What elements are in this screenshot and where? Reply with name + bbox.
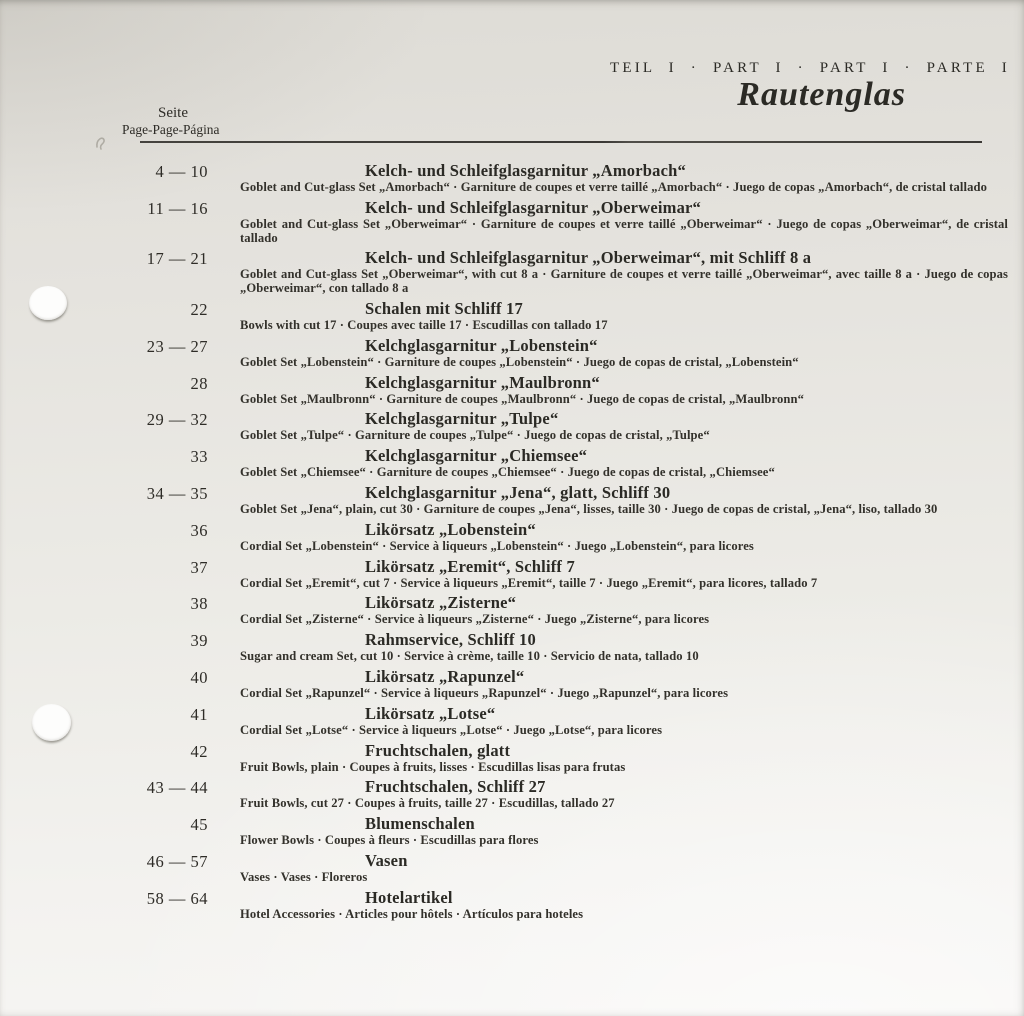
entry-description-multilingual: Flower Bowls · Coupes à fleurs · Escudillas para flores [240,833,539,848]
table-of-contents [140,161,1008,925]
page-title: Rautenglas [737,76,906,113]
toc-entry [140,248,1008,296]
entry-title-german: Hotelartikel [365,887,453,907]
toc-entry [140,630,1008,664]
toc-entry [140,446,1008,480]
toc-entry [140,888,1008,922]
toc-entry [140,483,1008,517]
entry-page-range: 23 — 27 [146,336,208,356]
entry-page-range: 38 [190,594,208,614]
entry-title-german: Likörsatz „Lobenstein“ [365,519,536,539]
entry-page-range: 45 [190,815,208,835]
toc-entry [140,161,1008,195]
entry-title-german: Vasen [365,850,408,870]
entry-title-german: Schalen mit Schliff 17 [365,298,523,318]
entry-page-range: 28 [190,373,208,393]
entry-description-multilingual: Vases · Vases · Floreros [240,869,368,884]
entry-title-german: Likörsatz „Lotse“ [365,703,496,723]
entry-page-range: 58 — 64 [146,888,208,908]
entry-page-range: 33 [190,447,208,467]
entry-page-range: 34 — 35 [146,483,208,503]
part-heading: TEIL I · PART I · PART I · PARTE I [609,60,1010,76]
toc-entry [140,373,1008,407]
entry-description-multilingual: Goblet Set „Jena“, plain, cut 30 · Garniture de coupes „Jena“, lisses, taille 30 · Juego de copas de cristal, „Jena“, liso, tallado 30 [240,501,938,516]
entry-page-range: 40 [190,667,208,687]
entry-title-german: Kelchglasgarnitur „Maulbronn“ [365,372,600,392]
entry-description-multilingual: Bowls with cut 17 · Coupes avec taille 17 · Escudillas con tallado 17 [240,317,608,332]
entry-page-range: 4 — 10 [155,162,208,181]
entry-page-range: 11 — 16 [147,198,208,218]
entry-title-german: Fruchtschalen, Schliff 27 [365,777,546,797]
entry-description-multilingual: Goblet Set „Lobenstein“ · Garniture de coupes „Lobenstein“ · Juego de copas de cristal, „Lobenstein“ [240,354,799,369]
entry-title-german: Kelch- und Schleifglasgarnitur „Oberweimar“, mit Schliff 8 a [365,248,812,268]
toc-entry [140,299,1008,333]
entry-description-multilingual: Goblet and Cut-glass Set „Oberweimar“, with cut 8 a · Garniture de coupes et verre taillé „Oberweimar“, avec taille 8 a · Juego de copas „Oberweimar“, con tallado 8 a [240,267,1008,296]
entry-description-multilingual: Goblet and Cut-glass Set „Amorbach“ · Garniture de coupes et verre taillé „Amorbach“ · Juego de copas „Amorbach“, de cristal tallado [240,180,987,194]
entry-description-multilingual: Cordial Set „Lobenstein“ · Service à liqueurs „Lobenstein“ · Juego „Lobenstein“, para licores [240,538,754,553]
header-divider-rule [140,141,982,143]
toc-entry [140,198,1008,246]
pen-mark-artifact [94,134,108,152]
entry-title-german: Kelchglasgarnitur „Tulpe“ [365,409,559,429]
toc-entry [140,593,1008,627]
toc-entry [140,336,1008,370]
entry-description-multilingual: Sugar and cream Set, cut 10 · Service à crème, taille 10 · Servicio de nata, tallado 10 [240,649,699,664]
entry-title-german: Likörsatz „Rapunzel“ [365,666,525,686]
page-label-multilingual: Page-Page-Página [122,122,220,137]
entry-title-german: Kelchglasgarnitur „Chiemsee“ [365,446,588,466]
page-column-header [122,105,224,137]
entry-page-range: 29 — 32 [146,410,208,430]
toc-entry [140,409,1008,443]
punch-hole [29,286,67,320]
entry-description-multilingual: Goblet and Cut-glass Set „Oberweimar“ · Garniture de coupes et verre taillé „Oberweimar“ · Juego de copas „Oberweimar“, de cristal tallado [240,216,1008,245]
entry-title-german: Rahmservice, Schliff 10 [365,630,536,650]
entry-description-multilingual: Hotel Accessories · Articles pour hôtels · Artículos para hoteles [240,906,584,921]
entry-page-range: 22 [190,299,208,319]
toc-entry [140,667,1008,701]
entry-description-multilingual: Fruit Bowls, plain · Coupes à fruits, lisses · Escudillas lisas para frutas [240,759,626,774]
entry-page-range: 37 [190,557,208,577]
entry-page-range: 36 [190,520,208,540]
toc-entry [140,741,1008,775]
toc-entry [140,851,1008,885]
entry-title-german: Likörsatz „Zisterne“ [365,593,517,613]
entry-title-german: Kelchglasgarnitur „Lobenstein“ [365,335,598,355]
entry-description-multilingual: Cordial Set „Eremit“, cut 7 · Service à liqueurs „Eremit“, taille 7 · Juego „Eremit“, para licores, tallado 7 [240,575,818,590]
entry-title-german: Kelch- und Schleifglasgarnitur „Oberweimar“ [365,197,701,217]
entry-title-german: Kelch- und Schleifglasgarnitur „Amorbach“ [365,161,686,180]
entry-page-range: 41 [190,704,208,724]
toc-entry [140,704,1008,738]
punch-hole [32,704,71,741]
entry-title-german: Fruchtschalen, glatt [365,740,511,760]
entry-page-range: 39 [190,631,208,651]
entry-title-german: Likörsatz „Eremit“, Schliff 7 [365,556,575,576]
toc-entry [140,777,1008,811]
entry-description-multilingual: Goblet Set „Tulpe“ · Garniture de coupes „Tulpe“ · Juego de copas de cristal, „Tulpe“ [240,428,710,443]
toc-entry [140,814,1008,848]
entry-description-multilingual: Goblet Set „Chiemsee“ · Garniture de coupes „Chiemsee“ · Juego de copas de cristal, „Chiemsee“ [240,465,775,480]
entry-description-multilingual: Goblet Set „Maulbronn“ · Garniture de coupes „Maulbronn“ · Juego de copas de cristal, „Maulbronn“ [240,391,804,406]
entry-description-multilingual: Fruit Bowls, cut 27 · Coupes à fruits, taille 27 · Escudillas, tallado 27 [240,796,615,811]
entry-page-range: 42 [190,741,208,761]
entry-title-german: Blumenschalen [365,814,475,834]
entry-page-range: 43 — 44 [146,778,208,798]
entry-description-multilingual: Cordial Set „Lotse“ · Service à liqueurs „Lotse“ · Juego „Lotse“, para licores [240,722,663,737]
entry-description-multilingual: Cordial Set „Rapunzel“ · Service à liqueurs „Rapunzel“ · Juego „Rapunzel“, para licores [240,685,729,700]
toc-entry [140,520,1008,554]
entry-title-german: Kelchglasgarnitur „Jena“, glatt, Schliff 30 [365,482,671,502]
entry-page-range: 46 — 57 [146,851,208,871]
toc-entry [140,557,1008,591]
entry-page-range: 17 — 21 [146,249,208,269]
page-label-german: Seite [158,105,188,121]
entry-description-multilingual: Cordial Set „Zisterne“ · Service à liqueurs „Zisterne“ · Juego „Zisterne“, para licores [240,612,710,627]
